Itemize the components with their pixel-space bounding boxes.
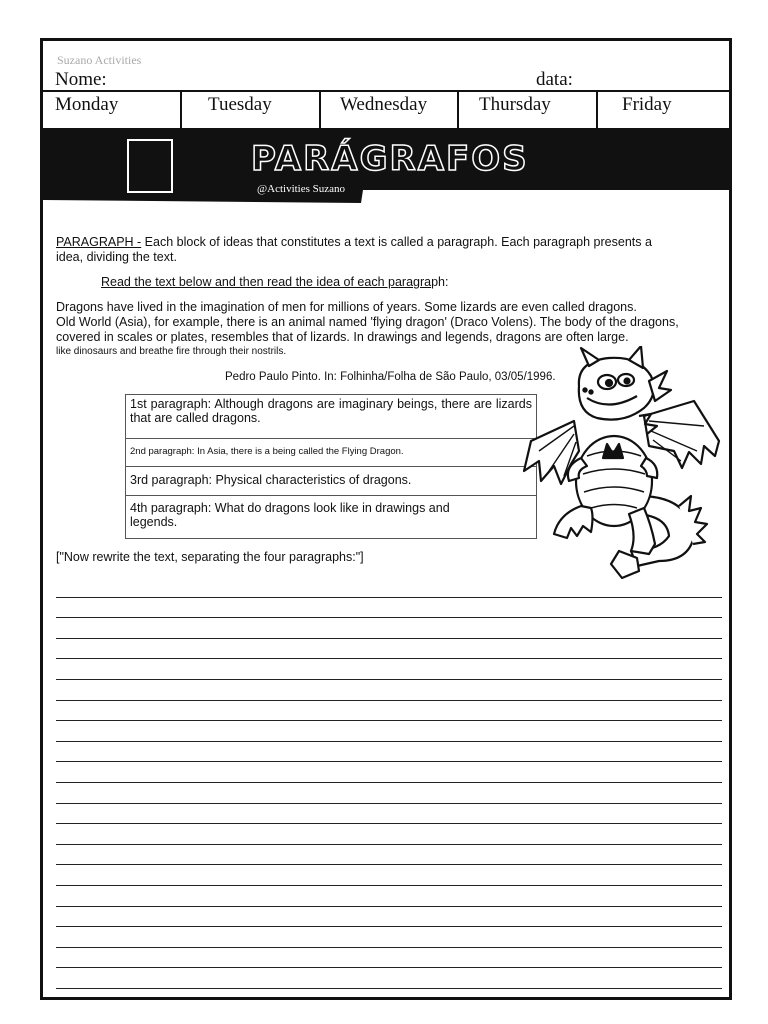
page-title: PARÁGRAFOS — [251, 139, 529, 179]
paragraph-definition — [56, 235, 726, 265]
writing-line — [56, 886, 722, 907]
author-handle: @Activities Suzano — [257, 183, 346, 195]
day-thursday: Thursday — [459, 92, 598, 129]
rewrite-prompt: ["Now rewrite the text, separating the four paragraphs:"] — [56, 550, 364, 564]
writing-line — [56, 907, 722, 928]
day-wednesday: Wednesday — [321, 92, 459, 129]
writing-line — [56, 701, 722, 722]
instruction-underlined: Read the text below and then read the idea of each paragra — [101, 275, 432, 289]
dragon-illustration — [519, 346, 729, 581]
writing-lines — [56, 577, 722, 989]
writing-line — [56, 680, 722, 701]
day-monday: Monday — [43, 92, 182, 129]
reading-line-2: Old World (Asia), for example, there is an animal named 'flying dragon' (Draco Volens). The body of the dragons, — [56, 315, 679, 329]
data-label: data: — [536, 69, 573, 90]
watermark: Suzano Activities — [57, 53, 142, 67]
writing-line — [56, 804, 722, 825]
definition-line2: idea, dividing the text. — [56, 250, 177, 264]
reading-line-4: like dinosaurs and breathe fire through their nostrils. — [56, 346, 287, 357]
day-friday: Friday — [622, 94, 672, 115]
writing-line — [56, 618, 722, 639]
writing-line — [56, 865, 722, 886]
writing-line — [56, 783, 722, 804]
writing-line — [56, 639, 722, 660]
day-tuesday: Tuesday — [182, 92, 321, 129]
writing-line — [56, 948, 722, 969]
writing-line — [56, 762, 722, 783]
idea-row-2: 2nd paragraph: In Asia, there is a being called the Flying Dragon. — [126, 439, 536, 467]
paragraph-term: PARAGRAPH - — [56, 235, 142, 249]
writing-line — [56, 721, 722, 742]
instruction — [101, 275, 449, 290]
writing-line — [56, 742, 722, 763]
writing-line — [56, 659, 722, 680]
idea-row-4: 4th paragraph: What do dragons look like in drawings and legends. — [130, 501, 450, 529]
photo-box — [127, 139, 173, 193]
reading-line-3: covered in scales or plates, resembles that of lizards. In drawings and legends, dragons are often large. — [56, 330, 629, 344]
idea-row-1: 1st paragraph: Although dragons are imaginary beings, there are lizards that are called dragons. — [126, 395, 536, 439]
writing-line — [56, 598, 722, 619]
idea-row-3: 3rd paragraph: Physical characteristics of dragons. — [126, 467, 536, 496]
writing-line — [56, 927, 722, 948]
paragraph-ideas-table — [125, 394, 537, 539]
definition-line1: Each block of ideas that constitutes a text is called a paragraph. Each paragraph presents a — [141, 235, 652, 249]
nome-label: Nome: — [55, 69, 107, 90]
reading-line-1: Dragons have lived in the imagination of men for millions of years. Some lizards are even called dragons. — [56, 300, 637, 314]
citation: Pedro Paulo Pinto. In: Folhinha/Folha de São Paulo, 03/05/1996. — [225, 371, 556, 383]
worksheet-page — [40, 38, 732, 1000]
weekday-row — [43, 90, 729, 131]
writing-line — [56, 845, 722, 866]
instruction-rest: ph: — [431, 275, 449, 289]
writing-line — [56, 824, 722, 845]
writing-line — [56, 968, 722, 989]
